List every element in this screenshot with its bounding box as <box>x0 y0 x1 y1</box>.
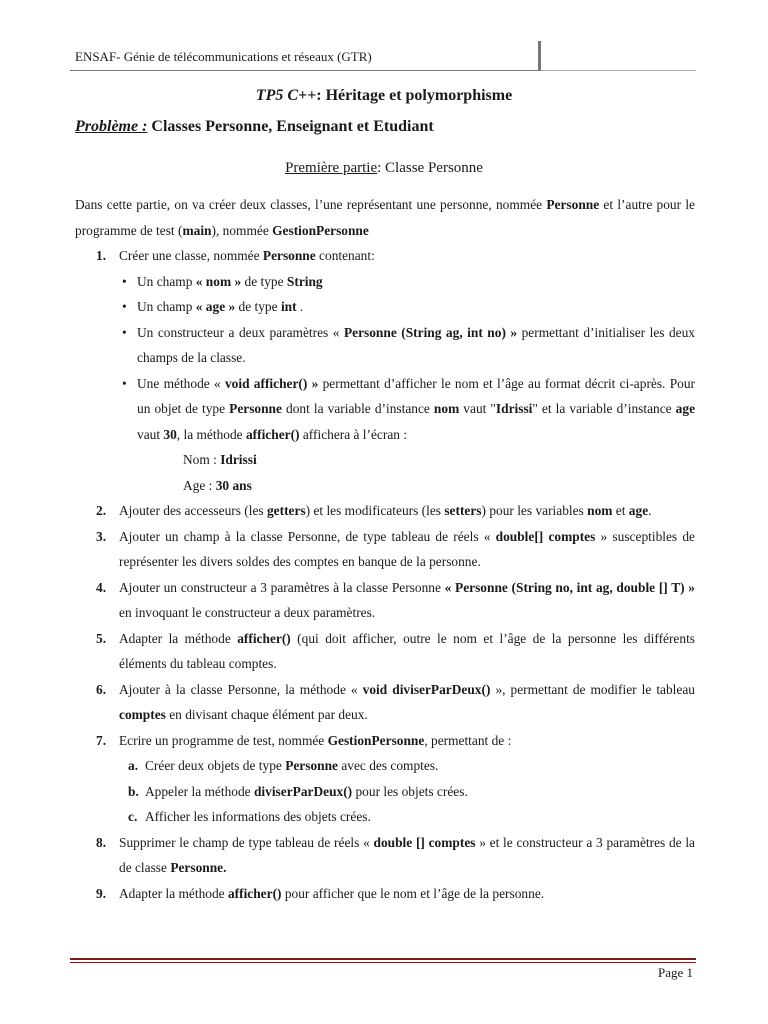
sample-line-age: Age : 30 ans <box>183 477 252 493</box>
footer-rule <box>70 958 696 960</box>
sample-line-nom: Nom : Idrissi <box>183 452 257 467</box>
bullet-icon: • <box>122 375 127 391</box>
sub-item-letter: b. <box>128 783 139 799</box>
item-number: 6. <box>96 681 107 697</box>
title-topic: : Héritage et polymorphisme <box>316 87 513 104</box>
problem-label: Problème : <box>75 118 148 135</box>
page-header: ENSAF- Génie de télécommunications et réseaux (GTR) <box>75 49 372 64</box>
sub-item-letter: c. <box>128 809 138 824</box>
list-item: 4. Ajouter un constructeur a 3 paramètres à la classe Personne « Personne (String no, int ag, double [] T) » en invoquant le constructeur a deux paramètres. <box>75 575 695 626</box>
item-number: 2. <box>96 503 107 518</box>
sub-item-letter: a. <box>128 758 139 773</box>
problem-heading <box>75 118 434 136</box>
list-item: 1. Créer une classe, nommée Personne contenant: • Un champ « nom » de type String • Un champ « age » de type int . • Un constructeur a deux paramètres « Personne (String ag, int no) » permettant d’initialiser les deux champs de la classe. • Une méthode « void afficher() » permettant d’afficher le nom et l’âge au format décrit ci-après. Pour un objet de type Personne dont la variable d’instance nom vaut "Idrissi" et la variable d’instance age vaut 30, la méthode afficher() affichera à l’écran : Nom : Idrissi Age : 30 ans <box>75 243 695 498</box>
list-item: 9. Adapter la méthode afficher() pour afficher que le nom et l’âge de la personne. <box>75 881 695 907</box>
sub-item: c. Afficher les informations des objets crées. <box>119 804 695 830</box>
bullet-item: • Un champ « nom » de type String <box>119 269 695 295</box>
list-item: 7. Ecrire un programme de test, nommée GestionPersonne, permettant de : a. Créer deux objets de type Personne avec des comptes. b. Appeler la méthode diviserParDeux() pour les objets crées. c. Afficher les informations des objets crées. <box>75 728 695 830</box>
list-item: 8. Supprimer le champ de type tableau de réels « double [] comptes » et le constructeur a 3 paramètres de la de classe Personne. <box>75 830 695 881</box>
bullet-icon: • <box>122 324 127 340</box>
section-label: Première partie <box>285 160 378 176</box>
sub-item: b. Appeler la méthode diviserParDeux() pour les objets crées. <box>119 779 695 805</box>
page-number: Page 1 <box>657 965 693 980</box>
item-number: 7. <box>96 732 107 748</box>
list-item: 3. Ajouter un champ à la classe Personne, de type tableau de réels « double[] comptes » susceptibles de représenter les divers soldes des comptes en banque de la personne. <box>75 524 695 575</box>
bullet-list <box>119 269 695 499</box>
intro-paragraph: Dans cette partie, on va créer deux classes, l’une représentant une personne, nommée Personne et l’autre pour le programme de test (main), nommée GestionPersonne <box>75 197 695 238</box>
task-list <box>75 243 695 906</box>
header-divider <box>538 41 541 71</box>
item-number: 9. <box>96 885 107 901</box>
list-item: 6. Ajouter à la classe Personne, la méthode « void diviserParDeux() », permettant de modifier le tableau comptes en divisant chaque élément par deux. <box>75 677 695 728</box>
footer-rule-thin <box>70 962 696 963</box>
bullet-item: • Une méthode « void afficher() » permettant d’afficher le nom et l’âge au format décrit ci-après. Pour un objet de type Personne dont la variable d’instance nom vaut "Idrissi" et la variable d’instance age vaut 30, la méthode afficher() affichera à l’écran : Nom : Idrissi Age : 30 ans <box>119 371 695 499</box>
item-number: 4. <box>96 579 107 595</box>
sub-item: a. Créer deux objets de type Personne avec des comptes. <box>119 753 695 779</box>
document-title <box>0 87 768 105</box>
list-item: 5. Adapter la méthode afficher() (qui doit afficher, outre le nom et l’âge de la personne les différents éléments du tableau comptes. <box>75 626 695 677</box>
bullet-item: • Un champ « age » de type int . <box>119 294 695 320</box>
problem-text: Classes Personne, Enseignant et Etudiant <box>147 118 434 135</box>
item-number: 8. <box>96 834 107 850</box>
list-item: 2. Ajouter des accesseurs (les getters) et les modificateurs (les setters) pour les variables nom et age. <box>75 498 695 524</box>
bullet-icon: • <box>122 273 127 289</box>
output-sample <box>137 447 695 498</box>
document-body <box>75 192 695 906</box>
item-number: 3. <box>96 528 107 544</box>
header-rule <box>70 70 540 71</box>
bullet-item: • Un constructeur a deux paramètres « Personne (String ag, int no) » permettant d’initialiser les deux champs de la classe. <box>119 320 695 371</box>
header-rule-right <box>541 70 696 71</box>
bullet-icon: • <box>122 299 127 314</box>
item-number: 5. <box>96 630 107 646</box>
title-course: TP5 C++ <box>255 87 317 104</box>
sub-list <box>119 753 695 830</box>
item-number: 1. <box>96 248 107 263</box>
section-title: Classe Personne <box>381 160 483 176</box>
section-heading: Première partie: Classe Personne <box>285 160 483 176</box>
